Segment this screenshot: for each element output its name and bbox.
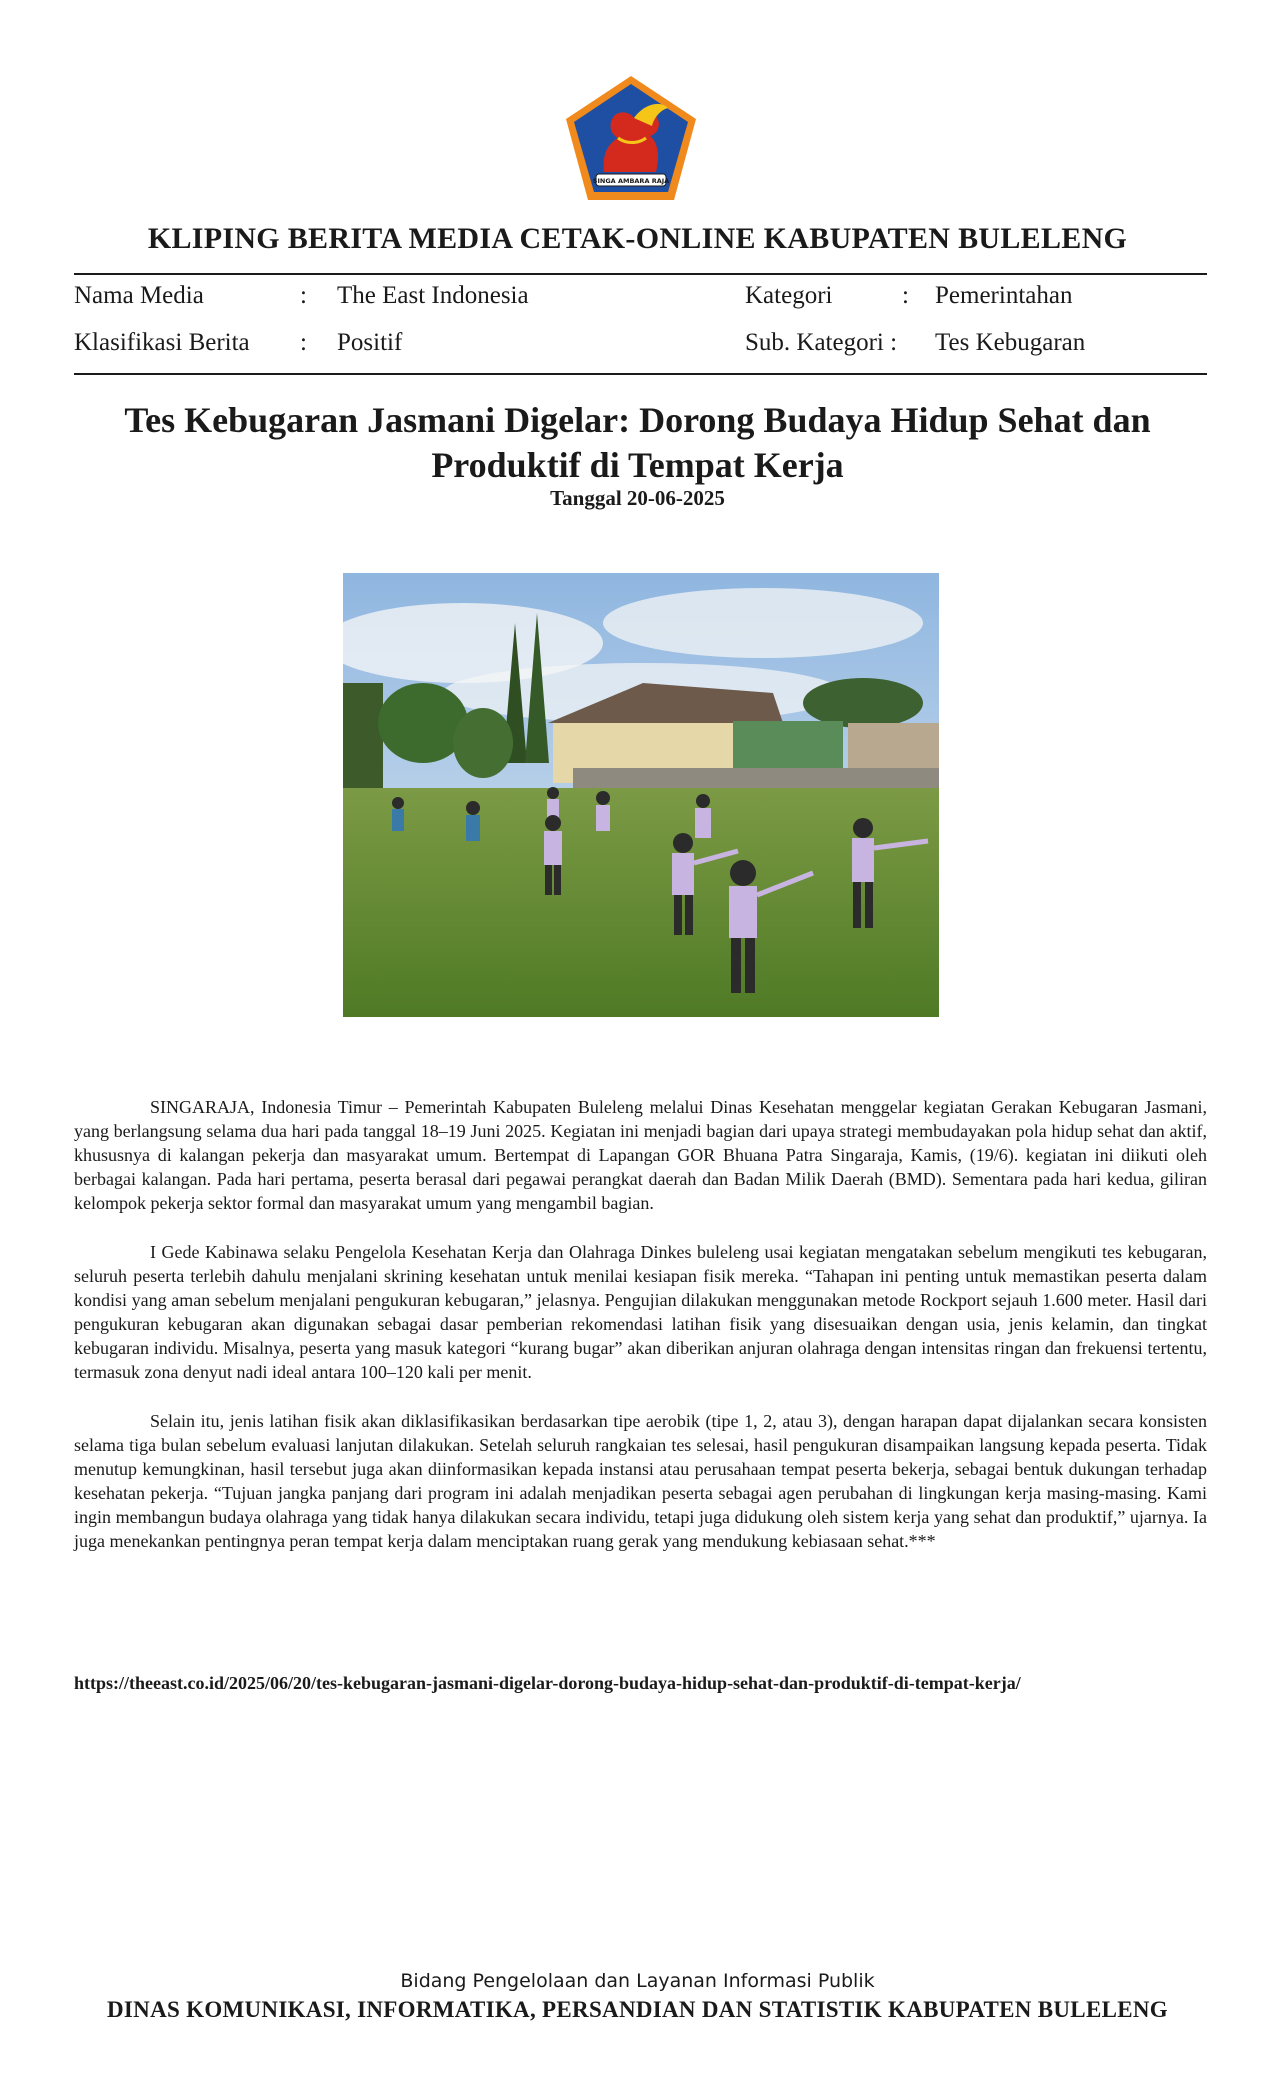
article-paragraph: Selain itu, jenis latihan fisik akan diklasifikasikan berdasarkan tipe aerobik (tipe 1, 2, atau 3), dengan harapan dapat dijalankan secara konsisten selama tiga bulan sebelum evaluasi lanjutan dilakukan. Setelah seluruh rangkaian tes selesai, hasil pengukuran disampaikan langsung kepada peserta. Tidak menutup kemungkinan, hasil tersebut juga akan diinformasikan kepada instansi atau perusahaan tempat peserta bekerja, sebagai bentuk dukungan terhadap kesehatan pekerja. “Tujuan jangka panjang dari program ini adalah menjadikan peserta sebagai agen perubahan di lingkungan kerja masing-masing. Kami ingin membangun budaya olahraga yang tidak hanya dilakukan secara individu, tetapi juga didukung oleh sistem kerja yang sehat dan produktif,” ujarnya. Ia juga menekankan pentingnya peran tempat kerja dalam menciptakan ruang gerak yang mendukung kebiasaan sehat.*** [74,1411,1207,1551]
nama-media-label: Nama Media [74,282,204,309]
klasifikasi-value: Positif [337,329,403,356]
article-paragraph: SINGARAJA, Indonesia Timur – Pemerintah Kabupaten Buleleng melalui Dinas Kesehatan menggelar kegiatan Gerakan Kebugaran Jasmani, yang berlangsung selama dua hari pada tanggal 18–19 Juni 2025. Kegiatan ini menjadi bagian dari upaya strategi membudayakan pola hidup sehat dan aktif, khususnya di kalangan pekerja dan masyarakat umum. Bertempat di Lapangan GOR Bhuana Patra Singaraja, Kamis, (19/6). kegiatan ini diikuti oleh berbagai kalangan. Pada hari pertama, peserta berasal dari pegawai perangkat daerah dan Badan Milik Daerah (BMD). Sementara pada hari kedua, giliran kelompok pekerja sektor formal dan masyarakat umum yang mengambil bagian. [74,1097,1207,1213]
article-photo [343,573,939,1017]
svg-text:SINGA AMBARA RAJA: SINGA AMBARA RAJA [592,177,670,185]
kategori-value: Pemerintahan [935,282,1073,309]
klasifikasi-colon: : [300,329,307,356]
header-divider-bottom [74,373,1207,375]
sub-kategori-value: Tes Kebugaran [935,329,1086,356]
article-date: Tanggal 20-06-2025 [550,486,725,510]
kategori-colon: : [902,282,909,309]
kategori-label: Kategori [745,282,833,309]
nama-media-value: The East Indonesia [337,282,529,309]
footer-agency: DINAS KOMUNIKASI, INFORMATIKA, PERSANDIAN DAN STATISTIK KABUPATEN BULELENG [107,1997,1168,2022]
header-divider-top [74,273,1207,275]
article-paragraph: I Gede Kabinawa selaku Pengelola Kesehatan Kerja dan Olahraga Dinkes buleleng usai kegiatan mengatakan sebelum mengikuti tes kebugaran, seluruh peserta terlebih dahulu menjalani skrining kesehatan untuk menilai kesiapan fisik mereka. “Tahapan ini penting untuk memastikan peserta dalam kondisi yang aman sebelum menjalani pengukuran kebugaran,” jelasnya. Pengujian dilakukan menggunakan metode Rockport sejauh 1.600 meter. Hasil dari pengukuran kebugaran akan digunakan sebagai dasar pemberian rekomendasi latihan fisik yang disesuaikan dengan usia, jenis kelamin, dan tingkat kebugaran individu. Misalnya, peserta yang masuk kategori “kurang bugar” akan diberikan anjuran olahraga dengan intensitas ringan dan frekuensi tertentu, termasuk zona denyut nadi ideal antara 100–120 kali per menit. [74,1242,1207,1382]
source-url[interactable]: https://theeast.co.id/2025/06/20/tes-kebugaran-jasmani-digelar-dorong-budaya-hidup-sehat-dan-produktif-di-tempat-kerja/ [74,1673,1021,1693]
clipping-header-title: KLIPING BERITA MEDIA CETAK-ONLINE KABUPATEN BULELENG [147,222,1128,255]
sub-kategori-label: Sub. Kategori : [745,329,898,356]
buleleng-logo [564,74,698,202]
article-title: Tes Kebugaran Jasmani Digelar: Dorong Budaya Hidup Sehat dan Produktif di Tempat Kerja [124,400,1151,485]
klasifikasi-label: Klasifikasi Berita [74,329,250,356]
nama-media-colon: : [300,282,307,309]
article-body [74,1095,1207,1578]
footer-division: Bidang Pengelolaan dan Layanan Informasi Publik [400,1970,875,1992]
